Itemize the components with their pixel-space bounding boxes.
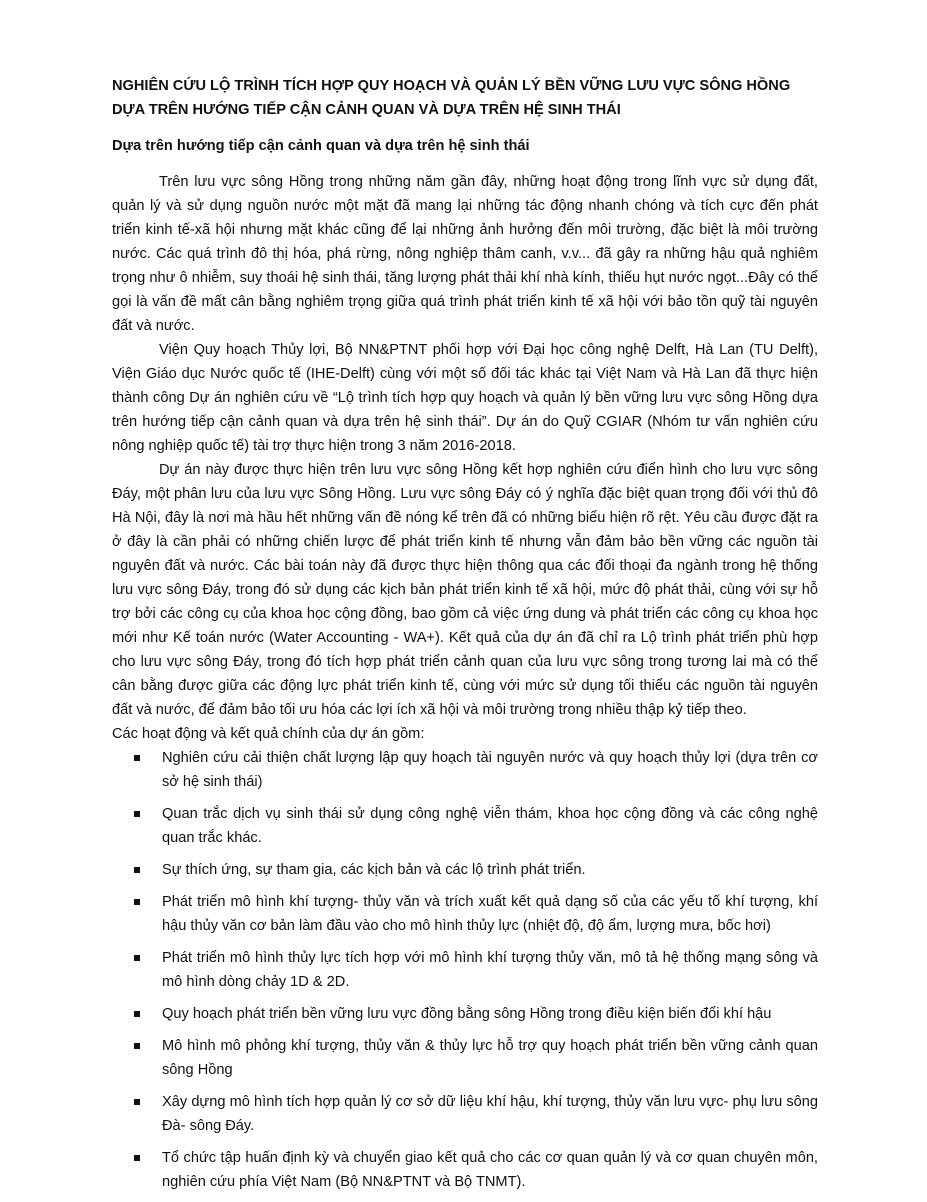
document-title: NGHIÊN CỨU LỘ TRÌNH TÍCH HỢP QUY HOẠCH VÀ QUẢN LÝ BỀN VỮNG LƯU VỰC SÔNG HỒNG DỰA TRÊN HƯỚNG TIẾP CẬN CẢNH QUAN VÀ DỰA TRÊN HỆ SINH THÁI [112, 78, 791, 118]
list-item-text: Xây dựng mô hình tích hợp quản lý cơ sở dữ liệu khí hậu, khí tượng, thủy văn lưu vực- phụ lưu sông Đà- sông Đáy. [162, 1094, 818, 1134]
paragraph-3: Dự án này được thực hiện trên lưu vực sông Hồng kết hợp nghiên cứu điển hình cho lưu vực sông Đáy, một phân lưu của lưu vực Sông Hồng. Lưu vực sông Đáy có ý nghĩa đặc biệt quan trọng đối với thủ đô Hà Nội, đây là nơi mà hầu hết những vấn đề nóng kể trên đã có những biểu hiện rõ rệt. Yêu cầu được đặt ra ở đây là cần phải có những chiến lược để phát triển kinh tế nhưng vẫn đảm bảo bền vững các nguồn tài nguyên đất và nước. Các bài toán này đã được thực hiện thông qua các đối thoại đa ngành trong hệ thống lưu vực sông Đáy, trong đó sử dụng các kịch bản phát triển kinh tế xã hội, mức độ phát thải, cùng với sự hỗ trợ bởi các công cụ của khoa học cộng đồng, bao gồm cả việc ứng dung và phát triển các công cụ khoa học mới như Kế toán nước (Water Accounting - WA+). Kết quả của dự án đã chỉ ra Lộ trình phát triển phù hợp cho lưu vực sông Đáy, trong đó tích hợp phát triển cảnh quan của lưu vực sông trong tương lai mà có thể cân bằng được giữa các động lực phát triển kinh tế, cùng với mức sử dụng tối thiểu các nguồn tài nguyên đất và nước, để đảm bảo tối ưu hóa các lợi ích xã hội và môi trường trong nhiều thập kỷ tiếp theo. [112, 462, 818, 718]
list-item [112, 890, 818, 938]
square-bullet-icon [134, 1011, 140, 1017]
activities-list [112, 746, 818, 1194]
list-item-text: Phát triển mô hình thủy lực tích hợp với mô hình khí tượng thủy văn, mô tả hệ thống mạng sông và mô hình dòng chảy 1D & 2D. [162, 950, 818, 990]
list-item [112, 1002, 818, 1026]
square-bullet-icon [134, 955, 140, 961]
list-item-text: Quan trắc dịch vụ sinh thái sử dụng công nghệ viễn thám, khoa học cộng đồng và các công nghệ quan trắc khác. [162, 806, 818, 846]
square-bullet-icon [134, 867, 140, 873]
list-item [112, 1146, 818, 1194]
list-item [112, 946, 818, 994]
square-bullet-icon [134, 1155, 140, 1161]
list-item [112, 1090, 818, 1138]
section-subtitle: Dựa trên hướng tiếp cận cảnh quan và dựa trên hệ sinh thái [112, 138, 530, 154]
list-item [112, 802, 818, 850]
list-item-text: Sự thích ứng, sự tham gia, các kịch bản và các lộ trình phát triển. [162, 862, 586, 878]
paragraph-2: Viện Quy hoạch Thủy lợi, Bộ NN&PTNT phối hợp với Đại học công nghệ Delft, Hà Lan (TU Delft), Viện Giáo dục Nước quốc tế (IHE-Delft) cùng với một số đối tác khác tại Việt Nam và Hà Lan đã thực hiện thành công Dự án nghiên cứu về “Lộ trình tích hợp quy hoạch và quản lý bền vững lưu vực sông Hồng dựa trên hướng tiếp cận cảnh quan và dựa trên hệ sinh thái”. Dự án do Quỹ CGIAR (Nhóm tư vấn nghiên cứu nông nghiệp quốc tế) tài trợ thực hiện trong 3 năm 2016-2018. [112, 342, 818, 454]
list-item [112, 858, 818, 882]
square-bullet-icon [134, 811, 140, 817]
list-item-text: Mô hình mô phỏng khí tượng, thủy văn & thủy lực hỗ trợ quy hoạch phát triển bền vững cảnh quan sông Hồng [162, 1038, 818, 1078]
list-item-text: Phát triển mô hình khí tượng- thủy văn và trích xuất kết quả dạng số của các yếu tố khí tượng, khí hậu thủy văn cơ bản làm đầu vào cho mô hình thủy lực (nhiệt độ, độ ẩm, lượng mưa, bốc hơi) [162, 894, 818, 934]
list-item-text: Tổ chức tập huấn định kỳ và chuyển giao kết quả cho các cơ quan quản lý và cơ quan chuyên môn, nghiên cứu phía Việt Nam (Bộ NN&PTNT và Bộ TNMT). [162, 1150, 818, 1190]
square-bullet-icon [134, 1043, 140, 1049]
document-page [112, 74, 818, 1202]
square-bullet-icon [134, 755, 140, 761]
list-item [112, 746, 818, 794]
list-item-text: Quy hoạch phát triển bền vững lưu vực đồng bằng sông Hồng trong điều kiện biến đổi khí hậu [162, 1006, 772, 1022]
list-item [112, 1034, 818, 1082]
list-intro: Các hoạt động và kết quả chính của dự án gồm: [112, 726, 425, 742]
square-bullet-icon [134, 899, 140, 905]
paragraph-1: Trên lưu vực sông Hồng trong những năm gần đây, những hoạt động trong lĩnh vực sử dụng đất, quản lý và sử dụng nguồn nước một mặt đã mang lại những tác động nhanh chóng và tích cực đến phát triển kinh tế-xã hội nhưng mặt khác cũng để lại những ảnh hưởng đến môi trường, đặc biệt là môi trường nước. Các quá trình đô thị hóa, phá rừng, nông nghiệp thâm canh, v.v... đã gây ra những hậu quả nghiêm trọng như ô nhiễm, suy thoái hệ sinh thái, tăng lượng phát thải khí nhà kính, thiếu hụt nước ngọt...Đây có thể gọi là vấn đề mất cân bằng nghiêm trọng giữa quá trình phát triển kinh tế xã hội với bảo tồn quỹ tài nguyên đất và nước. [112, 174, 818, 334]
square-bullet-icon [134, 1099, 140, 1105]
list-item-text: Nghiên cứu cải thiện chất lượng lập quy hoạch tài nguyên nước và quy hoạch thủy lợi (dựa trên cơ sở hệ sinh thái) [162, 750, 818, 790]
